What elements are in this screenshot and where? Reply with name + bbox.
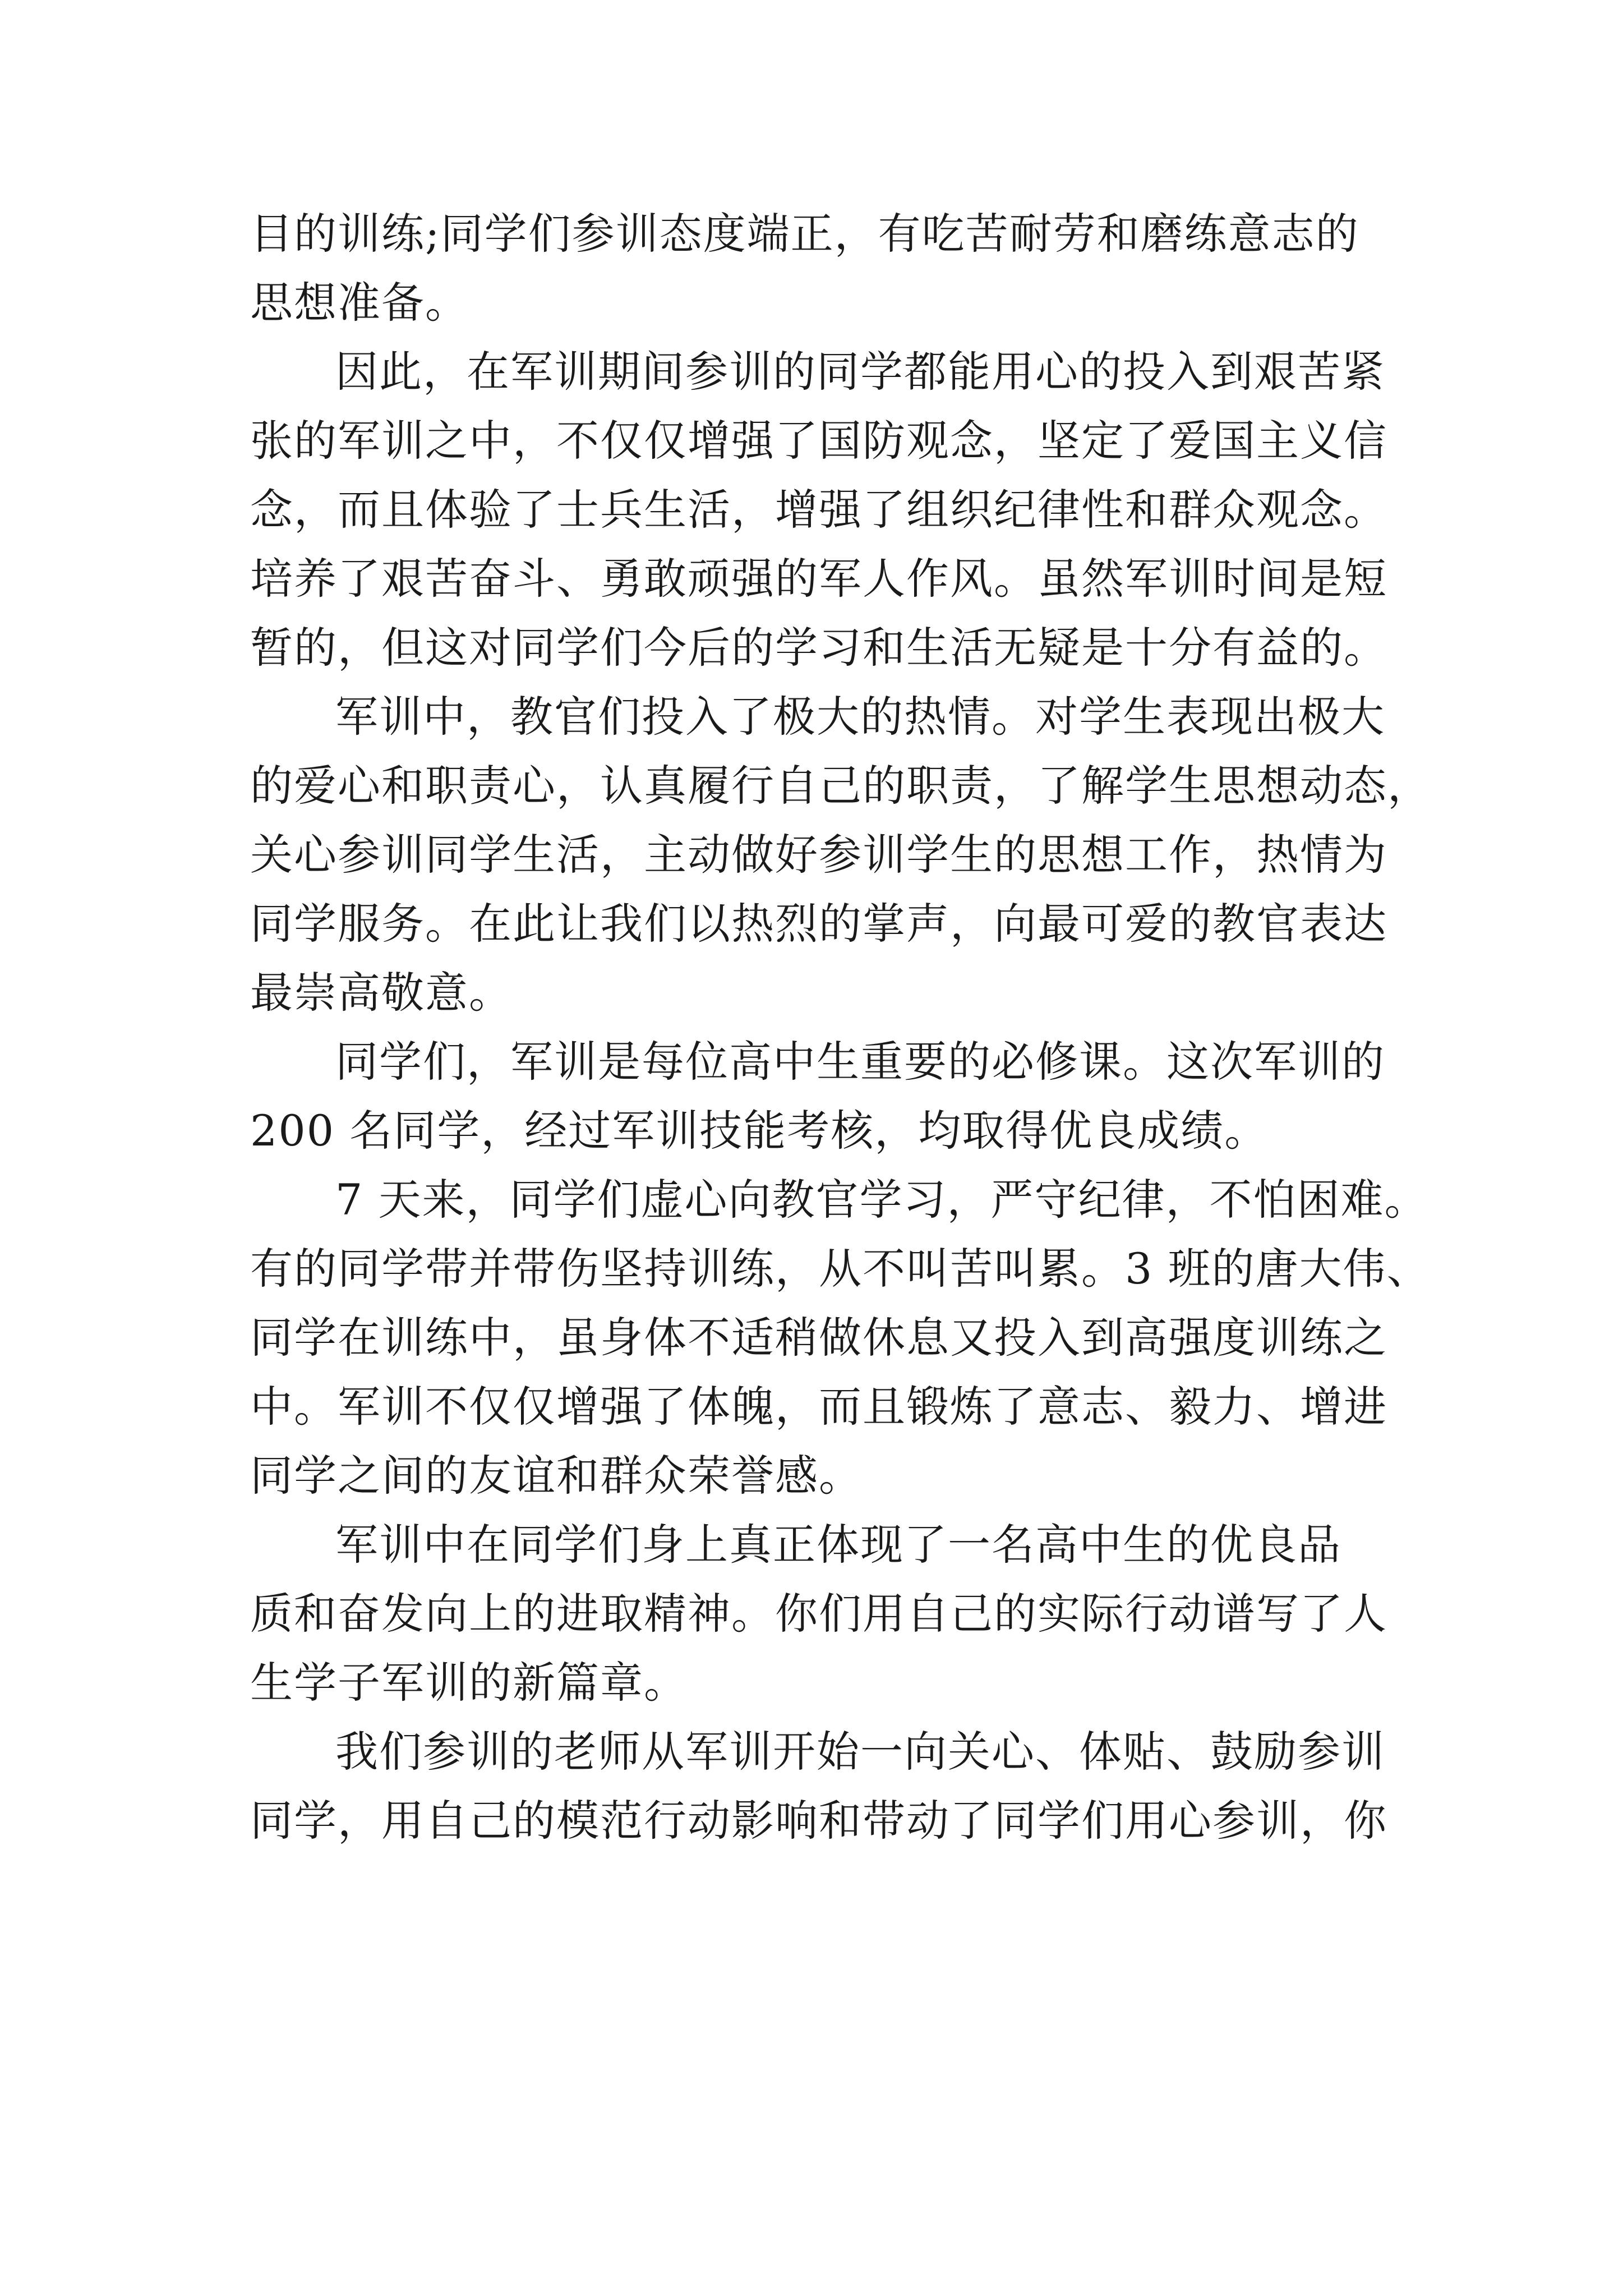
text-line: 军训中在同学们身上真正体现了一名高中生的优良品 bbox=[335, 1520, 1341, 1570]
text-line: 200 名同学，经过军训技能考核，均取得优良成绩。 bbox=[250, 1106, 1269, 1156]
text-line: 军训中，教官们投入了极大的热情。对学生表现出极大 bbox=[335, 692, 1385, 742]
document-body bbox=[250, 199, 1431, 1855]
text-line: 同学之间的友谊和群众荣誉感。 bbox=[250, 1451, 863, 1501]
text-line: 张的军训之中，不仅仅增强了国防观念，坚定了爱国主义信 bbox=[250, 416, 1387, 466]
text-line: 培养了艰苦奋斗、勇敢顽强的军人作风。虽然军训时间是短 bbox=[250, 554, 1387, 604]
text-line: 同学在训练中，虽身体不适稍做休息又投入到高强度训练之 bbox=[250, 1313, 1387, 1363]
text-line: 质和奋发向上的进取精神。你们用自己的实际行动谱写了人 bbox=[250, 1589, 1387, 1639]
text-line: 目的训练;同学们参训态度端正，有吃苦耐劳和磨练意志的 bbox=[250, 209, 1359, 259]
text-line: 有的同学带并带伤坚持训练，从不叫苦叫累。3 班的唐大伟、 bbox=[250, 1244, 1431, 1294]
text-line: 因此，在军训期间参训的同学都能用心的投入到艰苦紧 bbox=[335, 347, 1385, 397]
text-line: 的爱心和职责心，认真履行自己的职责，了解学生思想动态， bbox=[250, 761, 1431, 811]
text-line: 念，而且体验了士兵生活，增强了组织纪律性和群众观念。 bbox=[250, 485, 1387, 535]
text-line: 同学，用自己的模范行动影响和带动了同学们用心参训，你 bbox=[250, 1796, 1387, 1846]
text-line: 生学子军训的新篇章。 bbox=[250, 1658, 688, 1708]
text-line: 关心参训同学生活，主动做好参训学生的思想工作，热情为 bbox=[250, 830, 1387, 880]
text-line: 同学服务。在此让我们以热烈的掌声，向最可爱的教官表达 bbox=[250, 899, 1387, 949]
text-line: 暂的，但这对同学们今后的学习和生活无疑是十分有益的。 bbox=[250, 623, 1387, 673]
text-line: 我们参训的老师从军训开始一向关心、体贴、鼓励参训 bbox=[335, 1727, 1385, 1777]
text-line: 思想准备。 bbox=[250, 278, 469, 328]
text-line: 7 天来，同学们虚心向教官学习，严守纪律，不怕困难。 bbox=[335, 1175, 1428, 1225]
text-line: 同学们，军训是每位高中生重要的必修课。这次军训的 bbox=[335, 1037, 1385, 1087]
text-line: 最崇高敬意。 bbox=[250, 968, 513, 1018]
text-line: 中。军训不仅仅增强了体魄，而且锻炼了意志、毅力、增进 bbox=[250, 1382, 1387, 1432]
